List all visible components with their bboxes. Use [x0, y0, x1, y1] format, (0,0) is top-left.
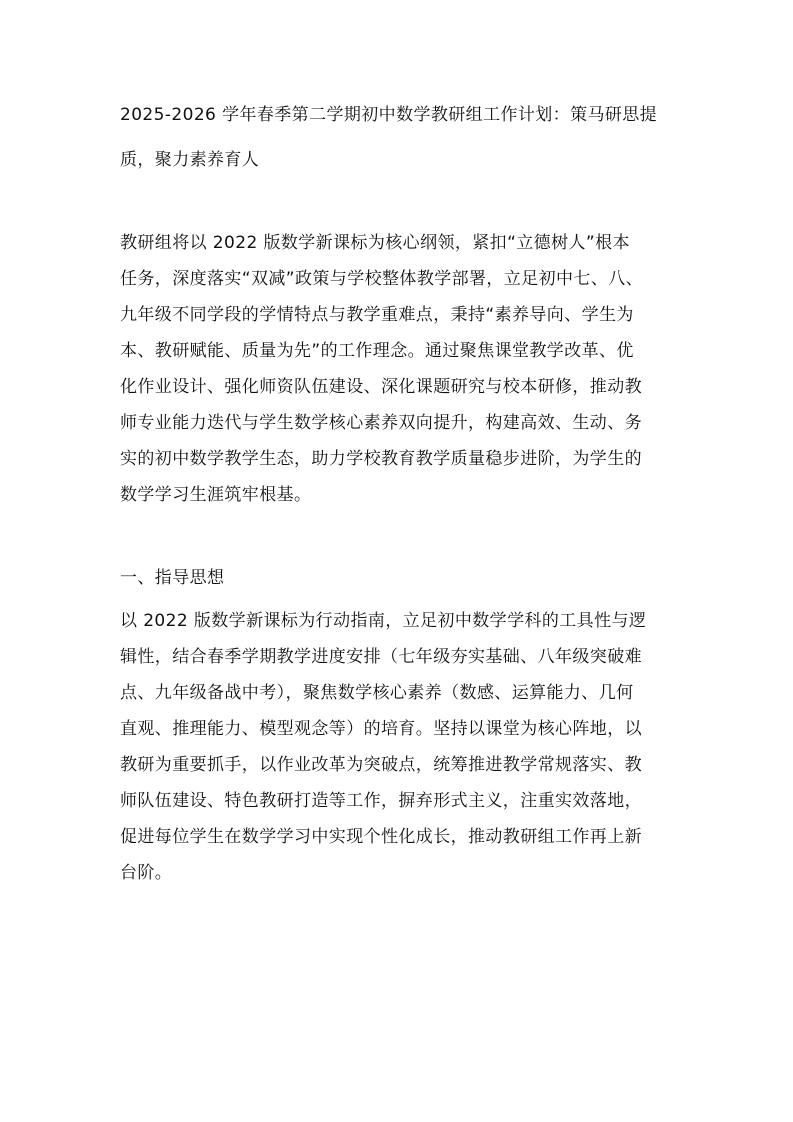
section-line-8: 台阶。 [120, 863, 173, 883]
intro-line-2: 任务，深度落实“双减”政策与学校整体教学部署，立足初中七、八、 [120, 269, 644, 289]
section-heading: 一、指导思想 [120, 568, 225, 588]
document-title-line-1: 2025-2026 学年春季第二学期初中数学教研组工作计划：策马研思提 [120, 105, 658, 125]
section-line-2: 辑性，结合春季学期教学进度安排（七年级夯实基础、八年级突破难 [120, 647, 642, 667]
section-line-6: 师队伍建设、特色教研打造等工作，摒弃形式主义，注重实效落地， [120, 791, 642, 811]
intro-line-4: 本、教研赋能、质量为先”的工作理念。通过聚焦课堂教学改革、优 [120, 341, 634, 361]
section-line-1: 以 2022 版数学新课标为行动指南，立足初中数学学科的工具性与逻 [120, 611, 647, 631]
section-line-7: 促进每位学生在数学学习中实现个性化成长，推动教研组工作再上新 [120, 827, 642, 847]
intro-line-7: 实的初中数学教学生态，助力学校教育教学质量稳步进阶，为学生的 [120, 449, 642, 469]
intro-line-3: 九年级不同学段的学情特点与教学重难点，秉持“素养导向、学生为 [120, 305, 634, 325]
intro-line-5: 化作业设计、强化师资队伍建设、深化课题研究与校本研修，推动教 [120, 377, 642, 397]
intro-line-6: 师专业能力迭代与学生数学核心素养双向提升，构建高效、生动、务 [120, 413, 642, 433]
intro-line-8: 数学学习生涯筑牢根基。 [120, 485, 312, 505]
section-line-5: 教研为重要抓手，以作业改革为突破点，统筹推进教学常规落实、教 [120, 755, 642, 775]
section-line-4: 直观、推理能力、模型观念等）的培育。坚持以课堂为核心阵地，以 [120, 719, 642, 739]
section-line-3: 点、九年级备战中考），聚焦数学核心素养（数感、运算能力、几何 [120, 683, 634, 703]
document-title-line-2: 质，聚力素养育人 [120, 150, 260, 170]
intro-line-1: 教研组将以 2022 版数学新课标为核心纲领，紧扣“立德树人”根本 [120, 233, 630, 253]
